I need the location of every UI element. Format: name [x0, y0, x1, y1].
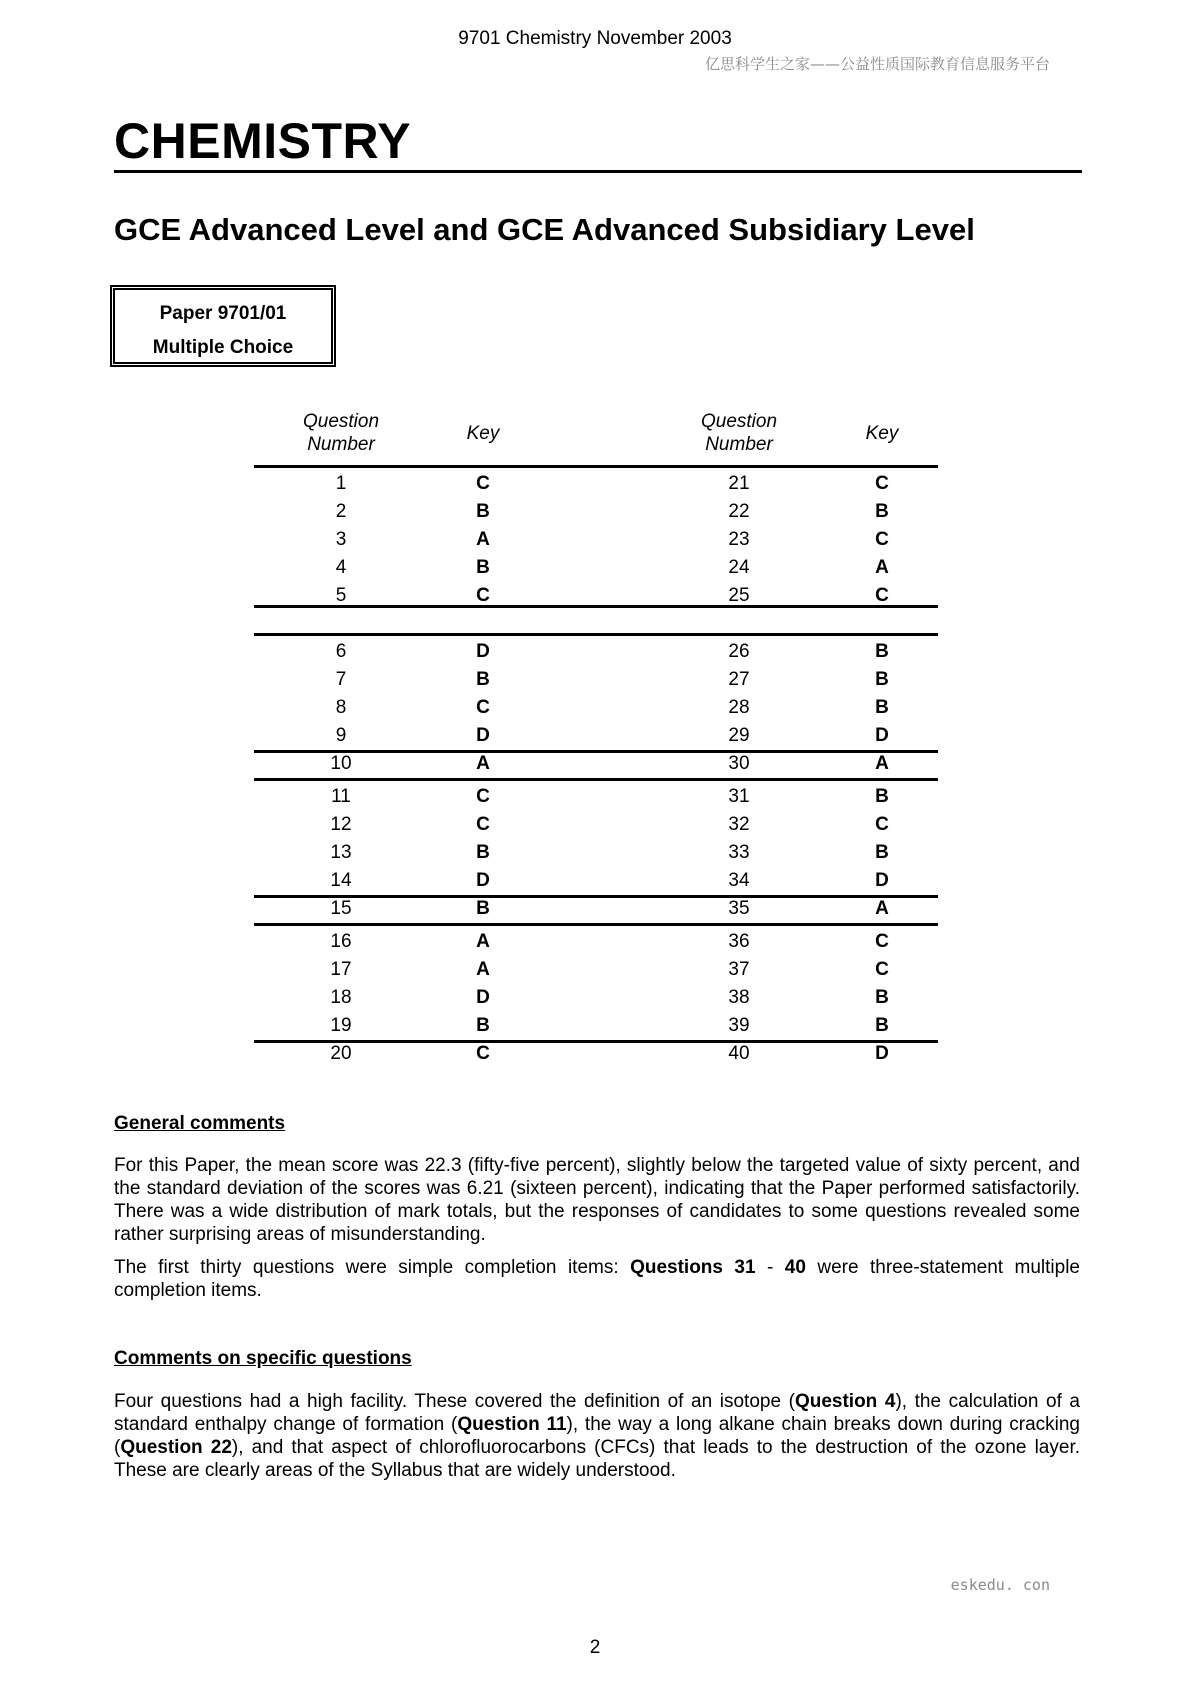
answer-key-cell: B — [875, 786, 889, 807]
question-number-cell: 6 — [335, 641, 347, 662]
paper-type: Multiple Choice — [152, 337, 294, 358]
answer-key-cell: C — [875, 814, 889, 835]
question-number-cell: 7 — [335, 669, 347, 690]
question-number-cell: 25 — [728, 585, 750, 606]
document-subtitle: GCE Advanced Level and GCE Advanced Subsidiary Level — [114, 212, 975, 247]
answer-key-cell: C — [476, 697, 490, 718]
question-number-cell: 20 — [330, 1043, 352, 1064]
question-number-cell: 36 — [728, 931, 750, 952]
question-number-cell: 23 — [728, 529, 750, 550]
answer-key-cell: C — [476, 786, 490, 807]
answer-key-cell: A — [476, 959, 490, 980]
answer-key-cell: B — [875, 641, 889, 662]
question-number-cell: 17 — [330, 959, 352, 980]
answer-key-cell: D — [476, 641, 490, 662]
question-number-cell: 33 — [728, 842, 750, 863]
header-question-number-left-line2: Number — [307, 434, 375, 455]
question-number-cell: 22 — [728, 501, 750, 522]
answer-key-cell: C — [875, 585, 889, 606]
question-number-cell: 26 — [728, 641, 750, 662]
question-number-cell: 9 — [335, 725, 347, 746]
question-number-cell: 3 — [335, 529, 347, 550]
question-number-cell: 1 — [335, 473, 347, 494]
answer-key-cell: A — [875, 898, 889, 919]
answer-key-cell: B — [875, 669, 889, 690]
answer-key-cell: D — [476, 987, 490, 1008]
answer-key-cell: C — [875, 473, 889, 494]
question-number-cell: 4 — [335, 557, 347, 578]
answer-key-cell: B — [875, 1015, 889, 1036]
answer-key-cell: D — [476, 870, 490, 891]
question-number-cell: 10 — [330, 753, 352, 774]
title-rule — [114, 170, 1082, 173]
answer-key-cell: C — [476, 814, 490, 835]
answer-key-cell: A — [476, 529, 490, 550]
specific-comments-paragraph-1: Four questions had a high facility. These covered the definition of an isotope (Question 4), the calculation of a standard enthalpy change of formation (Question 11), the way a long alkane chain breaks down during cracking (Question 22), and that aspect of chlorofluorocarbons (CFCs) that leads to the destruction of the ozone layer. These are clearly areas of the Syllabus that are widely understood. — [114, 1391, 1080, 1481]
paper-info-box — [110, 285, 336, 367]
question-number-cell: 24 — [728, 557, 750, 578]
header-question-number-right-line1: Question — [700, 411, 778, 432]
answer-key-cell: B — [476, 842, 490, 863]
answer-key-cell: C — [476, 473, 490, 494]
answer-key-cell: B — [476, 557, 490, 578]
question-number-cell: 35 — [728, 898, 750, 919]
answer-key-cell: D — [875, 725, 889, 746]
page-number: 2 — [589, 1637, 601, 1658]
answer-key-cell: B — [476, 898, 490, 919]
answer-key-cell: A — [875, 753, 889, 774]
question-number-cell: 28 — [728, 697, 750, 718]
answer-key-cell: D — [875, 1043, 889, 1064]
answer-key-cell: C — [476, 585, 490, 606]
question-number-cell: 14 — [330, 870, 352, 891]
answer-key-cell: C — [875, 931, 889, 952]
specific-comments-heading: Comments on specific questions — [114, 1348, 412, 1369]
paper-code: Paper 9701/01 — [159, 303, 287, 324]
watermark-top: 亿思科学生之家——公益性质国际教育信息服务平台 — [704, 55, 1050, 73]
answer-key-cell: A — [476, 753, 490, 774]
question-number-cell: 5 — [335, 585, 347, 606]
answer-key-cell: B — [875, 987, 889, 1008]
answer-key-cell: D — [875, 870, 889, 891]
question-number-cell: 38 — [728, 987, 750, 1008]
header-key-right: Key — [865, 423, 899, 444]
answer-key-cell: B — [875, 501, 889, 522]
question-number-cell: 15 — [330, 898, 352, 919]
document-title: CHEMISTRY — [114, 113, 412, 169]
question-number-cell: 21 — [728, 473, 750, 494]
general-comments-paragraph-2: The first thirty questions were simple completion items: Questions 31 - 40 were three-statement multiple completion items. — [114, 1257, 1080, 1301]
header-question-number-right-line2: Number — [705, 434, 773, 455]
answer-key-cell: C — [875, 959, 889, 980]
question-number-cell: 31 — [728, 786, 750, 807]
header-question-number-left-line1: Question — [302, 411, 380, 432]
answer-key-cell: B — [875, 697, 889, 718]
question-number-cell: 34 — [728, 870, 750, 891]
answer-key-cell: D — [476, 725, 490, 746]
header-question-number-left — [281, 410, 401, 456]
answer-key-cell: C — [476, 1043, 490, 1064]
question-number-cell: 39 — [728, 1015, 750, 1036]
header-question-number-right — [679, 410, 799, 456]
question-number-cell: 37 — [728, 959, 750, 980]
answer-key-cell: B — [476, 669, 490, 690]
question-number-cell: 32 — [728, 814, 750, 835]
question-number-cell: 12 — [330, 814, 352, 835]
answer-key-cell: A — [875, 557, 889, 578]
table-rule — [254, 633, 938, 636]
general-comments-paragraph-1: For this Paper, the mean score was 22.3 (fifty-five percent), slightly below the targeted value of sixty percent, and the standard deviation of the scores was 6.21 (sixteen percent), indicating that the Paper performed satisfactorily. There was a wide distribution of mark totals, but the responses of candidates to some questions revealed some rather surprising areas of misunderstanding. — [114, 1155, 1080, 1245]
general-comments-heading: General comments — [114, 1113, 286, 1134]
question-number-cell: 18 — [330, 987, 352, 1008]
table-rule — [254, 465, 938, 468]
answer-key-cell: B — [875, 842, 889, 863]
question-number-cell: 30 — [728, 753, 750, 774]
header-title: 9701 Chemistry November 2003 — [458, 28, 732, 49]
question-number-cell: 40 — [728, 1043, 750, 1064]
question-number-cell: 2 — [335, 501, 347, 522]
question-number-cell: 16 — [330, 931, 352, 952]
answer-key-cell: C — [875, 529, 889, 550]
answer-key-cell: B — [476, 501, 490, 522]
question-number-cell: 13 — [330, 842, 352, 863]
question-number-cell: 27 — [728, 669, 750, 690]
answer-key-cell: B — [476, 1015, 490, 1036]
watermark-bottom: eskedu. con — [950, 1576, 1050, 1594]
question-number-cell: 11 — [331, 786, 351, 807]
question-number-cell: 8 — [335, 697, 347, 718]
answer-key-cell: A — [476, 931, 490, 952]
header-key-left: Key — [466, 423, 500, 444]
question-number-cell: 19 — [330, 1015, 352, 1036]
question-number-cell: 29 — [728, 725, 750, 746]
